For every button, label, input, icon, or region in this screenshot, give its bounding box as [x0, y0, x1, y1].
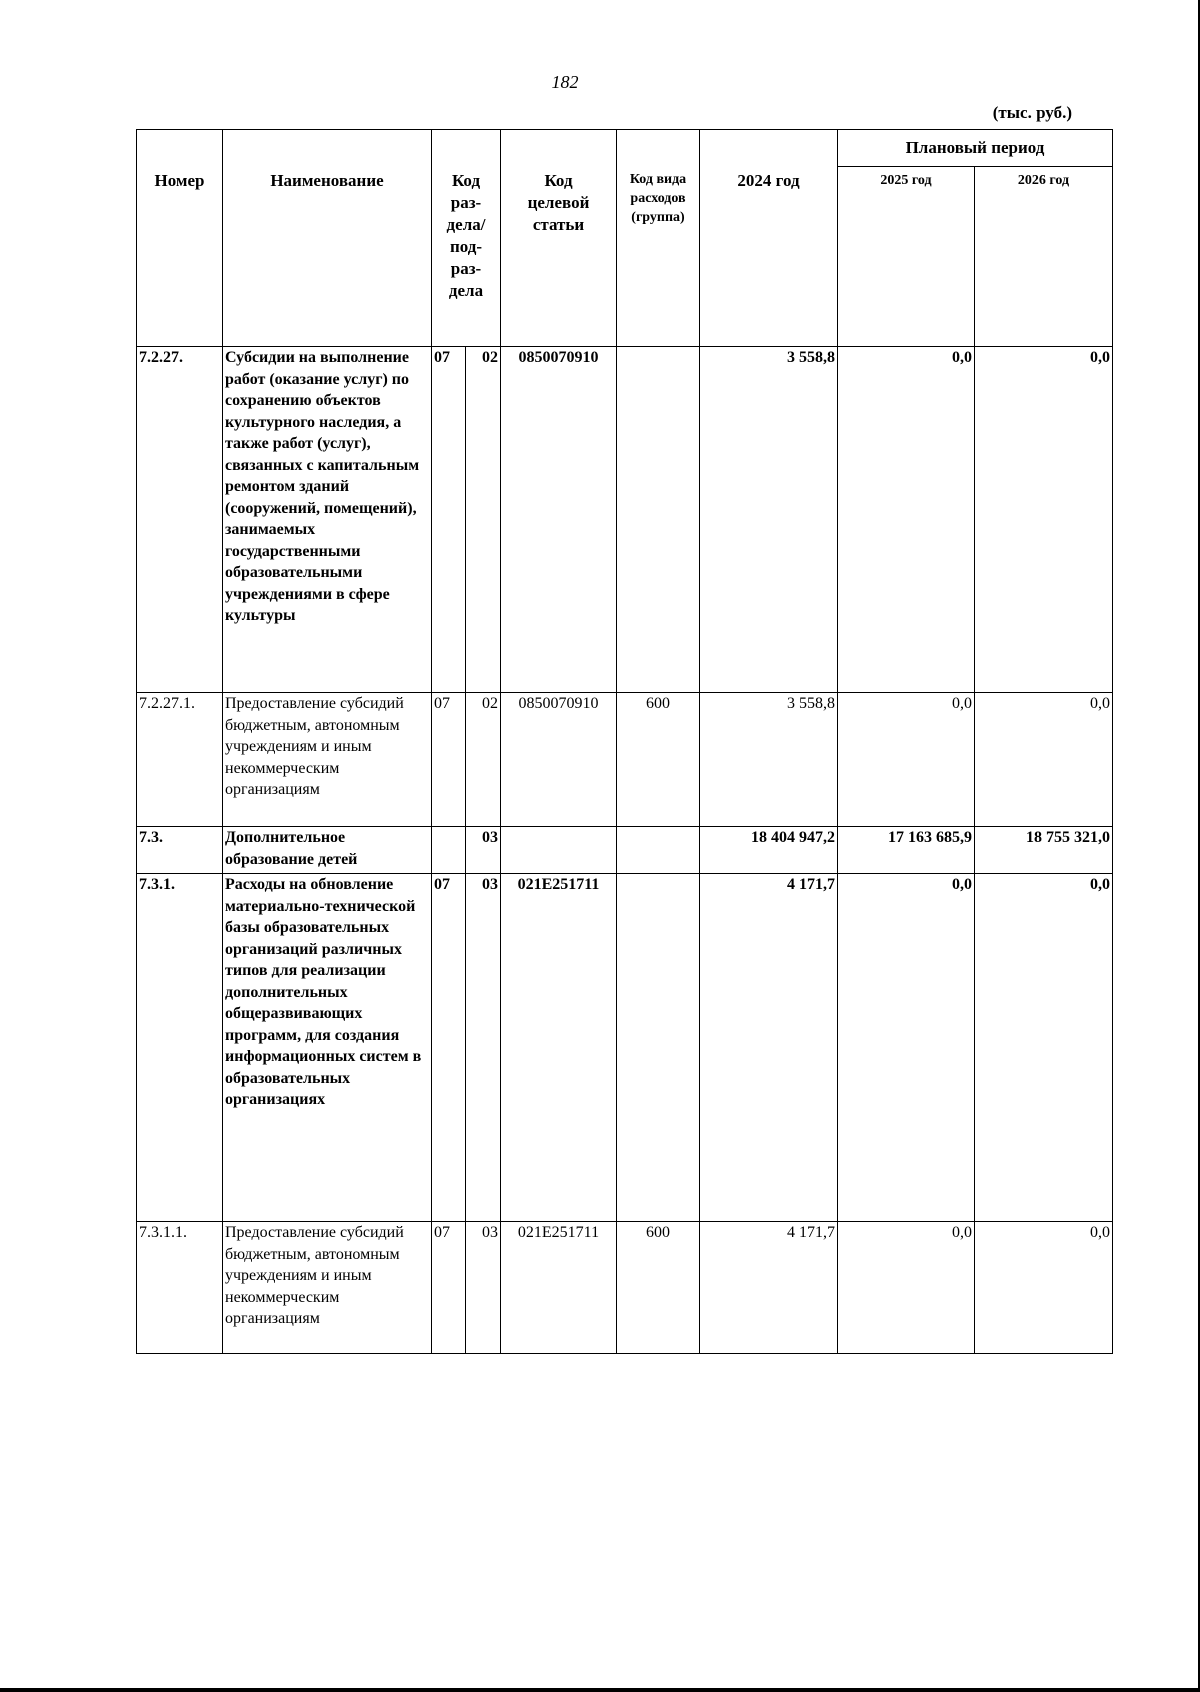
row-amount-2024: 4 171,7 — [700, 874, 838, 1222]
row-target-code: 0850070910 — [501, 347, 617, 693]
row-name: Дополнительное образование детей — [223, 827, 432, 874]
table-row — [137, 347, 1113, 693]
row-target-code: 021E251711 — [501, 1222, 617, 1354]
row-name: Субсидии на выполнение работ (оказание услуг) по сохранению объектов культурного наследия, а также работ (услуг), связанных с капитальным ремонтом зданий (сооружений, помещений), занимаемых государственными образовательными учреждениями в сфере культуры — [223, 347, 432, 693]
budget-table — [136, 129, 1113, 1354]
row-target-code: 0850070910 — [501, 693, 617, 827]
header-year-2026: 2026 год — [975, 167, 1113, 347]
row-target-code: 021E251711 — [501, 874, 617, 1222]
row-number: 7.2.27. — [137, 347, 223, 693]
row-amount-2025: 17 163 685,9 — [838, 827, 975, 874]
row-amount-2025: 0,0 — [838, 874, 975, 1222]
row-section: 07 — [432, 693, 466, 827]
row-number: 7.2.27.1. — [137, 693, 223, 827]
header-section-code — [432, 130, 501, 347]
row-amount-2026: 0,0 — [975, 347, 1113, 693]
header-planned-period: Плановый период — [838, 130, 1113, 167]
header-year-2024: 2024 год — [700, 130, 838, 347]
row-target-code — [501, 827, 617, 874]
header-name: Наименование — [223, 130, 432, 347]
row-number: 7.3.1. — [137, 874, 223, 1222]
row-name: Расходы на обновление материально-технической базы образовательных организаций различных типов для реализации дополнительных общеразвивающих программ, для создания информационных систем в образовательных организациях — [223, 874, 432, 1222]
header-target-code-text: Код целевой статьи — [527, 171, 590, 234]
row-section: 07 — [432, 347, 466, 693]
table-row — [137, 1222, 1113, 1354]
row-amount-2026: 0,0 — [975, 874, 1113, 1222]
table-row — [137, 693, 1113, 827]
header-section-code-text: Код раз-дела/ под-раз-дела — [446, 171, 486, 300]
row-amount-2025: 0,0 — [838, 347, 975, 693]
row-number: 7.3. — [137, 827, 223, 874]
row-name: Предоставление субсидий бюджетным, автономным учреждениям и иным некоммерческим организациям — [223, 693, 432, 827]
row-section: 07 — [432, 874, 466, 1222]
header-expense-type: Код вида расходов (группа) — [617, 130, 700, 347]
table-row — [137, 827, 1113, 874]
row-subsection: 02 — [466, 347, 501, 693]
row-expense-type: 600 — [617, 693, 700, 827]
header-year-2025: 2025 год — [838, 167, 975, 347]
header-target-code — [501, 130, 617, 347]
row-section — [432, 827, 466, 874]
row-expense-type — [617, 827, 700, 874]
row-amount-2024: 3 558,8 — [700, 347, 838, 693]
row-section: 07 — [432, 1222, 466, 1354]
header-number: Номер — [137, 130, 223, 347]
row-subsection: 03 — [466, 827, 501, 874]
row-subsection: 03 — [466, 1222, 501, 1354]
row-subsection: 02 — [466, 693, 501, 827]
row-amount-2026: 0,0 — [975, 693, 1113, 827]
row-expense-type — [617, 347, 700, 693]
row-amount-2026: 18 755 321,0 — [975, 827, 1113, 874]
row-number: 7.3.1.1. — [137, 1222, 223, 1354]
row-name: Предоставление субсидий бюджетным, автономным учреждениям и иным некоммерческим организациям — [223, 1222, 432, 1354]
row-amount-2024: 4 171,7 — [700, 1222, 838, 1354]
units-label: (тыс. руб.) — [992, 103, 1072, 122]
row-amount-2025: 0,0 — [838, 1222, 975, 1354]
row-amount-2024: 3 558,8 — [700, 693, 838, 827]
row-amount-2026: 0,0 — [975, 1222, 1113, 1354]
table-row — [137, 874, 1113, 1222]
page-number: 182 — [551, 72, 579, 92]
row-amount-2024: 18 404 947,2 — [700, 827, 838, 874]
row-expense-type — [617, 874, 700, 1222]
row-subsection: 03 — [466, 874, 501, 1222]
table-body — [137, 347, 1113, 1354]
row-expense-type: 600 — [617, 1222, 700, 1354]
page-edge-bottom — [0, 1688, 1200, 1692]
row-amount-2025: 0,0 — [838, 693, 975, 827]
table-header — [137, 130, 1113, 347]
